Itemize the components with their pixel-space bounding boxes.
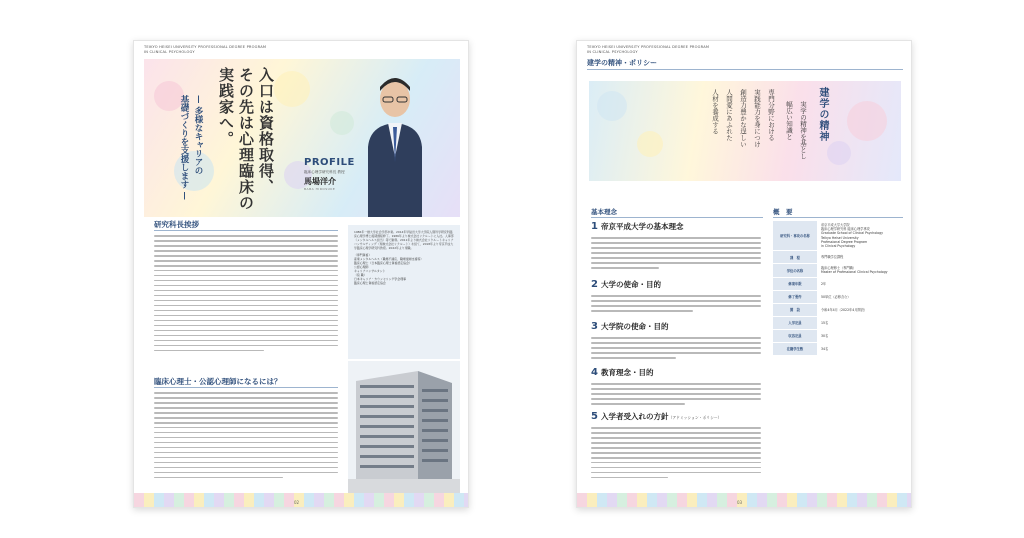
headline-line-1: 入口は資格取得、 [257, 67, 275, 195]
overview-value-line: 15名 [821, 320, 829, 325]
section-rule [587, 69, 903, 70]
bottom-band [134, 493, 468, 507]
overview-row [773, 264, 903, 277]
profile-name: 馬場洋介 [304, 176, 336, 186]
section-rule [591, 217, 763, 218]
overview-value-line: 30名 [821, 333, 829, 338]
section-rule [773, 217, 903, 218]
overview-value-line: Professional Degree Program [821, 239, 868, 244]
left-page [133, 40, 469, 508]
founding-spirit-line: 専門分野における [767, 89, 775, 141]
overview-value [817, 264, 903, 276]
overview-value-line: in Clinical Psychology [821, 244, 856, 249]
profile-label: PROFILE [304, 157, 355, 168]
overview-value-line: 50単位（必修含む） [821, 294, 851, 299]
overview-row [773, 291, 903, 304]
philosophy-item-1-body [591, 237, 761, 272]
headline-line-3: 実践家へ。 [217, 67, 235, 147]
overview-row [773, 221, 903, 251]
philosophy-item-3-title: 3 大学院の使命・目的 [591, 321, 669, 332]
overview-key: 収容定員 [773, 330, 817, 342]
dean-greeting-body [154, 235, 338, 355]
philosophy-item-1-title: 1 帝京平成大学の基本理念 [591, 221, 684, 232]
overview-value [817, 251, 903, 263]
profile-roman-name: BABA HIROSUKE [304, 187, 336, 191]
section-rule [154, 387, 338, 388]
running-header: TEIKYO HEISEI UNIVERSITY PROFESSIONAL DEGREE PROGRAM IN CLINICAL PSYCHOLOGY [144, 45, 267, 54]
overview-value-line: 臨床心理修士（専門職） [821, 266, 857, 271]
dean-portrait [360, 67, 430, 217]
overview-key: 学位の名称 [773, 264, 817, 276]
founding-spirit-title: 建学の精神 [817, 87, 828, 142]
philosophy-item-5-body [591, 427, 761, 482]
bottom-band [577, 493, 911, 507]
overview-value-line: 臨床心理学研究科 臨床心理学専攻 [821, 227, 870, 232]
founding-spirit-line: 人間愛にあふれた [725, 89, 733, 141]
headline-line-2: その先は心理臨床の [237, 67, 255, 211]
overview-value-line: 令和4年4月（2022年4月開設） [821, 307, 868, 312]
overview-row [773, 330, 903, 343]
overview-value-line: 専門職学位課程 [821, 255, 844, 260]
overview-row [773, 343, 903, 356]
page-number: 03 [737, 500, 743, 505]
overview-row [773, 278, 903, 291]
overview-value [817, 330, 903, 342]
overview-value-line: Master of Professional Clinical Psychology [821, 270, 888, 275]
overview-row [773, 304, 903, 317]
right-page [576, 40, 912, 508]
dean-greeting-title: 研究科長挨拶 [154, 220, 199, 229]
overview-value [817, 343, 903, 355]
overview-value-line: Teikyo Heisei University [821, 235, 859, 240]
philosophy-item-4-body [591, 383, 761, 408]
overview-key: 開 設 [773, 304, 817, 316]
philosophy-item-4-title: 4 教育理念・目的 [591, 367, 654, 378]
founding-spirit-line: 幅広い知識と [785, 101, 793, 140]
founding-spirit-line: 人材を養成する [711, 89, 719, 135]
overview-title: 概 要 [773, 208, 793, 216]
philosophy-item-2-body [591, 295, 761, 315]
overview-value [817, 291, 903, 303]
profile-credentials: （専門資格） 産業メンタルヘルス（職場不適応、職場復帰支援等） 臨床心理士（日本臨床心理士資格認定協会） 公認心理師 キャリアコンサルタント （役 職） 日本キャリア・カウンセリング学会理事 臨床心理士資格認定協会 [354, 253, 424, 285]
overview-key: 研究科・専攻の名称 [773, 221, 817, 250]
overview-key: 在籍学生数 [773, 343, 817, 355]
founding-spirit-section-title: 建学の精神・ポリシー [587, 59, 657, 67]
overview-value [817, 304, 903, 316]
basic-philosophy-title: 基本理念 [591, 208, 617, 216]
philosophy-item-2-title: 2 大学の使命・目的 [591, 279, 661, 290]
running-header: TEIKYO HEISEI UNIVERSITY PROFESSIONAL DEGREE PROGRAM IN CLINICAL PSYCHOLOGY [587, 45, 710, 54]
qualification-body [154, 392, 338, 482]
philosophy-item-5-title: 5 入学者受入れの方針（アドミッション・ポリシー） [591, 411, 722, 422]
overview-row [773, 317, 903, 330]
profile-role: 臨床心理学研究科長 教授 [304, 170, 345, 174]
campus-building-image [348, 361, 460, 493]
subheadline-line-1: — 多様なキャリアの [193, 95, 203, 175]
founding-spirit-line: 実践能力を身につけ [753, 89, 761, 148]
profile-bio: 1986年一橋大学社会学部卒業。2014年早稲田大学大学院人間科学研究科臨床心理学博士後期課程修了。1986年より株式会社リクルートに入社。人事部（メンタルヘルス担当）等で勤務。2011年より株式会社リクルートキャリアコンサルティング（現株式会社リクルート）を経て、2018年より帝京平成大学臨床心理学研究科教授。2022年より現職。 [354, 230, 454, 250]
subheadline-line-2: 基礎づくりを支援します — [179, 95, 189, 200]
overview-key: 修了要件 [773, 291, 817, 303]
overview-value [817, 278, 903, 290]
page-number: 02 [294, 500, 300, 505]
founding-spirit-line: 創造力豊かな逞しい [739, 89, 747, 148]
overview-row [773, 251, 903, 264]
overview-table [773, 221, 903, 356]
qualification-title: 臨床心理士・公認心理師になるには？ [154, 377, 282, 386]
overview-key: 入学定員 [773, 317, 817, 329]
overview-value-line: Graduate School of Clinical Psychology [821, 231, 884, 236]
overview-key: 修業年限 [773, 278, 817, 290]
founding-spirit-line: 実学の精神を基とし [799, 101, 807, 160]
overview-value-line: 2年 [821, 281, 827, 286]
section-rule [154, 230, 338, 231]
overview-value-line: 帝京平成大学大学院 [821, 223, 850, 227]
overview-key: 課 程 [773, 251, 817, 263]
profile-bio-box [348, 225, 460, 359]
overview-value [817, 221, 903, 250]
overview-value [817, 317, 903, 329]
overview-value-line: 34名 [821, 346, 829, 351]
philosophy-item-3-body [591, 337, 761, 362]
